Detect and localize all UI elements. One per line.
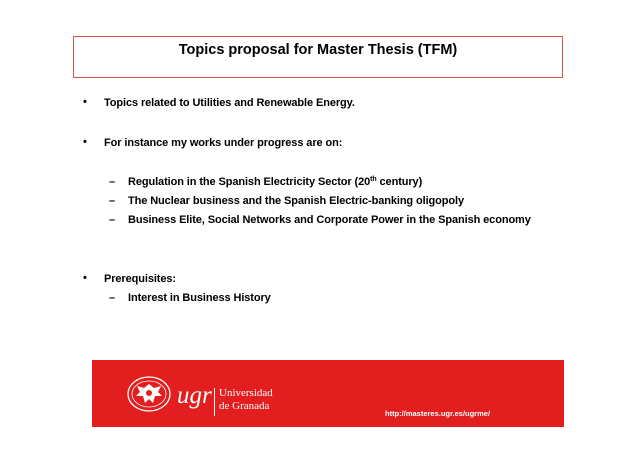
crest-icon xyxy=(126,374,172,414)
bullet-item-prerequisites xyxy=(83,272,176,285)
sub-text: The Nuclear business and the Spanish Electric-banking oligopoly xyxy=(128,195,464,207)
sub-text: Interest in Business History xyxy=(128,292,271,304)
bullet-icon: • xyxy=(83,136,87,148)
sub-item-business-elite xyxy=(109,214,531,226)
dash-icon: – xyxy=(109,176,116,188)
dash-icon: – xyxy=(109,214,116,226)
bullet-text: Prerequisites: xyxy=(104,273,176,285)
dash-icon: – xyxy=(109,195,116,207)
bullet-item-works xyxy=(83,136,343,149)
logo-divider xyxy=(214,388,215,416)
university-name-line1: Universidad xyxy=(219,387,273,399)
sub-text-pre: Regulation in the Spanish Electricity Sector (20 xyxy=(128,176,371,188)
university-banner xyxy=(92,360,564,427)
sub-item-business-history xyxy=(109,292,271,304)
title-box xyxy=(73,36,563,78)
bullet-text: Topics related to Utilities and Renewable Energy. xyxy=(104,97,355,109)
bullet-item-utilities xyxy=(83,96,355,109)
dash-icon: – xyxy=(109,292,116,304)
ugr-logo-text: ugr xyxy=(177,382,212,409)
bullet-text: For instance my works under progress are on: xyxy=(104,137,343,149)
bullet-icon: • xyxy=(83,96,87,108)
sub-text: Business Elite, Social Networks and Corporate Power in the Spanish economy xyxy=(128,214,531,226)
sub-text-sup: th xyxy=(370,176,377,183)
master-url-link[interactable]: http://masteres.ugr.es/ugrme/ xyxy=(385,409,491,418)
slide-title: Topics proposal for Master Thesis (TFM) xyxy=(178,42,458,58)
sub-text-post: century) xyxy=(376,176,423,188)
bullet-icon: • xyxy=(83,272,87,284)
university-name-line2: de Granada xyxy=(219,400,270,412)
ugr-logo xyxy=(126,374,286,414)
sub-item-regulation xyxy=(109,176,423,188)
sub-item-nuclear xyxy=(109,195,464,207)
